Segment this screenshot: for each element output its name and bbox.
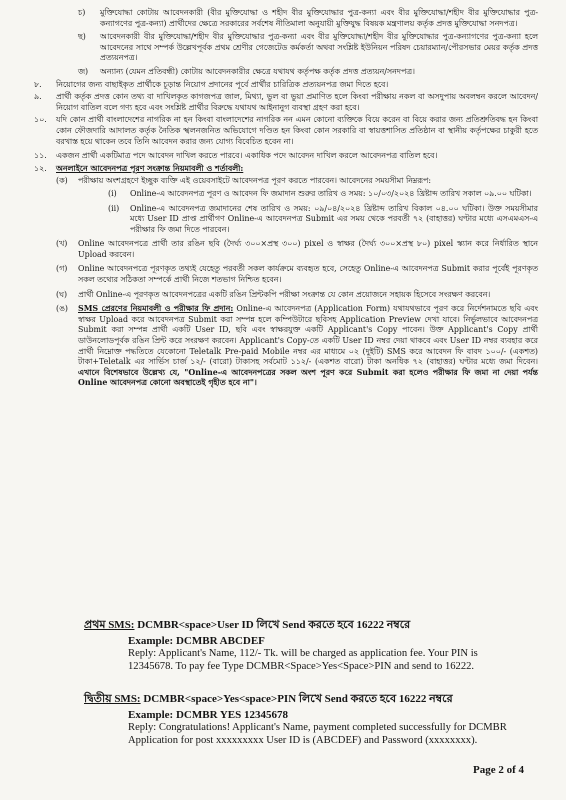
sub-text: Online-এ আবেদনপত্র জমাদানের শেষ তারিখ ও সময়: ০৯/০৪/২০২৪ খ্রিষ্টাব্দ তারিখ বিকাল ০৪.০০ ঘটিকা। উক্ত সময়সীমার মধ্যে User ID প্রাপ্ত প্রার্থীগণ Online-এ আবেদনপত্র Submit এর সময় থেকে পরবর্তী ৭২ (বাহাত্তর) ঘণ্টার মধ্যে এসএমএস-এ পরীক্ষার ফি জমা দিতে পারবেন। <box>130 203 538 234</box>
item-text: যদি কোন প্রার্থী বাংলাদেশের নাগরিক না হন কিংবা বাংলাদেশের নাগরিক নন এমন কোনো ব্যক্তিকে বিয়ে করেন বা বিয়ে করার জন্য প্রতিশ্রুতিবদ্ধ হন কিংবা কোন ফৌজদারি আদালত কর্তৃক নৈতিক স্খলনজনিত অভিযোগে দণ্ডিত হন কিংবা কোন সরকারি বা স্বায়ত্তশাসিত প্রতিষ্ঠান বা স্থানীয় কর্তৃপক্ষের চাকুরী হতে বরখাস্ত হয়ে থাকেন তবে তিনি আবেদন করার জন্য যোগ্য বিবেচিত হবেন না। <box>56 115 538 146</box>
sub-marker: (খ) <box>56 239 68 249</box>
sub-marker: (ক) <box>56 176 68 186</box>
sub-text: পরীক্ষায় অংশগ্রহণে ইচ্ছুক ব্যক্তি এই ওয়েবসাইটে আবেদনপত্র পূরণ করতে পারবেন। আবেদনের সময়সীমা নিম্নরূপ: <box>78 176 432 186</box>
sms-second-example: Example: DCMBR YES 12345678 <box>128 709 289 721</box>
sub-text <box>78 304 538 389</box>
sms-first-command <box>84 616 524 635</box>
item-text: একজন প্রার্থী একটিমাত্র পদে আবেদন দাখিল করতে পারবে। একাধিক পদে আবেদন দাখিল করলে আবেদনপত্র বাতিল হবে। <box>56 151 438 161</box>
sub-gha <box>56 290 538 301</box>
sms-second-reply: Reply: Congratulations! Applicant's Name, payment completed successfully for DCMBR Application for post xxxxxxxxx User ID is (ABCDEF) and Password (xxxxxxxx). <box>128 722 507 746</box>
item-marker: ৮. <box>34 79 42 89</box>
item-text: প্রার্থী কর্তৃক প্রদত্ত কোন তথ্য বা দাখিলকৃত কাগজপত্র জাল, মিথ্যা, ভুল বা ভুয়া প্রমাণিত হলে কিংবা পরীক্ষায় নকল বা অসদুপায় অবলম্বন করলে আবেদন/নিয়োগ বাতিল বলে গণ্য হবে এবং সংশ্লিষ্ট প্রার্থীর বিরুদ্ধে যথাযথ আইনানুগ ব্যবস্থা গ্রহণ করা হবে। <box>56 92 538 112</box>
clause-marker: ছ) <box>78 32 86 42</box>
item-10 <box>34 115 538 147</box>
sms-first-block <box>84 616 524 673</box>
clause-marker: জ) <box>78 66 89 76</box>
sms-second-command <box>84 690 524 709</box>
sub-ka-ii <box>108 204 538 236</box>
sms-first-tag: প্রথম SMS: <box>84 619 135 631</box>
section-heading: অনলাইনে আবেদনপত্র পূরণ সংক্রান্ত নিয়মাবলী ও শর্তাবলী: <box>56 163 244 173</box>
sms-first-example: Example: DCMBR ABCDEF <box>128 635 265 647</box>
item-text: নিয়োগের জন্য বাছাইকৃত প্রার্থীকে চূড়ান্ত নিয়োগ প্রদানের পূর্বে প্রার্থীর চারিত্রিক প্রত্যয়নপত্র জমা দিতে হবে। <box>56 79 389 89</box>
item-8 <box>34 80 538 91</box>
item-12 <box>34 164 538 175</box>
sms-rules-lead: SMS প্রেরণের নিয়মাবলী ও পরীক্ষার ফি প্রদান: <box>78 304 234 314</box>
item-marker: ১১. <box>34 151 47 161</box>
clause-text: আবেদনকারী বীর মুক্তিযোদ্ধা/শহীদ বীর মুক্তিযোদ্ধার পুত্র-কন্যা এবং বীর মুক্তিযোদ্ধা/শহীদ বীর মুক্তিযোদ্ধার পুত্র-কন্যাগণের পুত্র-কন্যা হলে আবেদনের সাথে সম্পর্ক উল্লেখপূর্বক প্রথম শ্রেণীর গেজেটেড কর্মকর্তা অথবা সংশ্লিষ্ট ইউনিয়ন পরিষদ চেয়ারম্যান/পৌরসভার মেয়র কর্তৃক প্রদত্ত প্রত্যয়নপত্র। <box>100 32 538 63</box>
clause-text: অন্যান্য (যেমন প্রতিবন্ধী) কোটায় আবেদনকারীর ক্ষেত্রে যথাযথ কর্তৃপক্ষ কর্তৃক প্রদত্ত প্রত্যয়ন/সনদপত্র। <box>100 66 415 76</box>
sub-ga <box>56 264 538 285</box>
sub-ka-i <box>108 189 538 200</box>
clause-chha <box>78 32 538 64</box>
sub-kha <box>56 239 538 260</box>
sms-second-block <box>84 690 524 747</box>
sub-text: Online-এ আবেদনপত্র পূরণ ও আবেদন ফি জমাদান শুরুর তারিখ ও সময়: ১০/০৩/২০২৪ খ্রিষ্টাব্দ তারিখ সকাল ০৯.০০ ঘটিকা। <box>130 188 532 198</box>
item-9 <box>34 92 538 113</box>
item-marker: ১২. <box>34 163 47 173</box>
sub-marker: (ঙ) <box>56 304 68 314</box>
sub-marker: (ii) <box>108 203 120 213</box>
clause-cha <box>78 8 538 29</box>
page-number: Page 2 of 4 <box>472 764 524 776</box>
sms-rules-text: Online-এ আবেদনপত্র (Application Form) যথাযথভাবে পূরণ করে নির্দেশনামতে ছবি এবং স্বাক্ষর Upload করে আবেদনপত্র Submit করা সম্পন্ন হলে কম্পিউটারে ছবিসহ Application Preview দেখা যাবে। নির্ভুলভাবে আবেদনপত্র Submit করা সম্পন্ন প্রার্থী একটি User ID, ছবি এবং স্বাক্ষরযুক্ত একটি Applicant's Copy পাবেন। উক্ত Applicant's Copy প্রার্থী ডাউনলোডপূর্বক রঙিন প্রিন্ট করে সংরক্ষণ করবেন। Applicant's Copy-তে একটি User ID নম্বর দেয়া থাকবে এবং User ID নম্বর ব্যবহার করে প্রার্থী নিম্নোক্ত পদ্ধতিতে যেকোনো Teletalk Pre-paid Mobile নম্বর এর মাধ্যমে ০২ (দুইটি) SMS করে আবেদন ফি বাবদ ১০০/- (একশত) টাকা+Teletalk এর সার্ভিস চার্জ ১২/- (বারো) টাকাসহ সর্বমোট ১১২/- (একশত বারো) টাকা অনধিক ৭২ (বাহাত্তর) ঘণ্টার মধ্যে জমা দিবেন। <box>78 304 538 367</box>
sub-marker: (গ) <box>56 264 68 274</box>
item-11 <box>34 151 538 162</box>
sms-first-text: DCMBR<space>User ID লিখে Send করতে হবে 16222 নম্বরে <box>137 619 411 631</box>
item-marker: ১০. <box>34 115 47 125</box>
item-marker: ৯. <box>34 92 42 102</box>
sms-second-tag: দ্বিতীয় SMS: <box>84 693 141 705</box>
sub-text: প্রার্থী Online-এ পূরণকৃত আবেদনপত্রের একটি রঙিন প্রিন্টকপি পরীক্ষা সংক্রান্ত যে কোন প্রয়োজনে সহায়ক হিসেবে সংরক্ষণ করবেন। <box>78 289 491 299</box>
sms-first-reply: Reply: Applicant's Name, 112/- Tk. will be charged as application fee. Your PIN is 12345678. To pay fee Type DCMBR<Space>Yes<Space>PIN and send to 16222. <box>128 648 478 672</box>
sub-text: Online আবেদনপত্রে পূরণকৃত তথ্যই যেহেতু পরবর্তী সকল কার্যক্রমে ব্যবহৃত হবে, সেহেতু Online-এ আবেদনপত্র Submit করার পূর্বেই পূরণকৃত সকল তথ্যের সঠিকতা সম্পর্কে প্রার্থী নিজে শতভাগ নিশ্চিত হবেন। <box>78 264 538 285</box>
sms-rules-emphasis: এখানে বিশেষভাবে উল্লেখ্য যে, "Online-এ আবেদনপত্রের সকল অংশ পূরণ করে Submit করা হলেও পরীক্ষার ফি জমা না দেয়া পর্যন্ত Online আবেদনপত্র কোনো অবস্থাতেই গৃহীত হবে না"। <box>78 367 538 388</box>
sms-second-text: DCMBR<space>Yes<space>PIN লিখে Send করতে হবে 16222 নম্বরে <box>143 693 453 705</box>
clause-ja <box>78 67 538 78</box>
sub-text: Online আবেদনপত্রে প্রার্থী তার রঙিন ছবি (দৈর্ঘ্য ৩০০×প্রস্থ ৩০০) pixel ও স্বাক্ষর (দৈর্ঘ্য ৩০০×প্রস্থ ৮০) pixel স্ক্যান করে নির্ধারিত স্থানে Upload করবেন। <box>78 239 538 259</box>
sub-uma <box>56 304 538 389</box>
clause-text: মুক্তিযোদ্ধা কোটায় আবেদনকারী (বীর মুক্তিযোদ্ধা ও শহীদ বীর মুক্তিযোদ্ধার পুত্র-কন্যা এবং বীর মুক্তিযোদ্ধা/শহীদ বীর মুক্তিযোদ্ধার পুত্র-কন্যাগণের পুত্র-কন্যা) প্রার্থীদের ক্ষেত্রে সরকারের সর্বশেষ নীতিমালা অনুযায়ী মুক্তিযুদ্ধ বিষয়ক মন্ত্রণালয় কর্তৃক প্রদত্ত মুক্তিযোদ্ধা সনদপত্র। <box>100 8 538 28</box>
sub-ka <box>56 176 538 187</box>
document-body <box>34 8 538 389</box>
sub-marker: (ঘ) <box>56 289 68 299</box>
clause-marker: চ) <box>78 8 86 17</box>
sub-marker: (i) <box>108 188 117 198</box>
